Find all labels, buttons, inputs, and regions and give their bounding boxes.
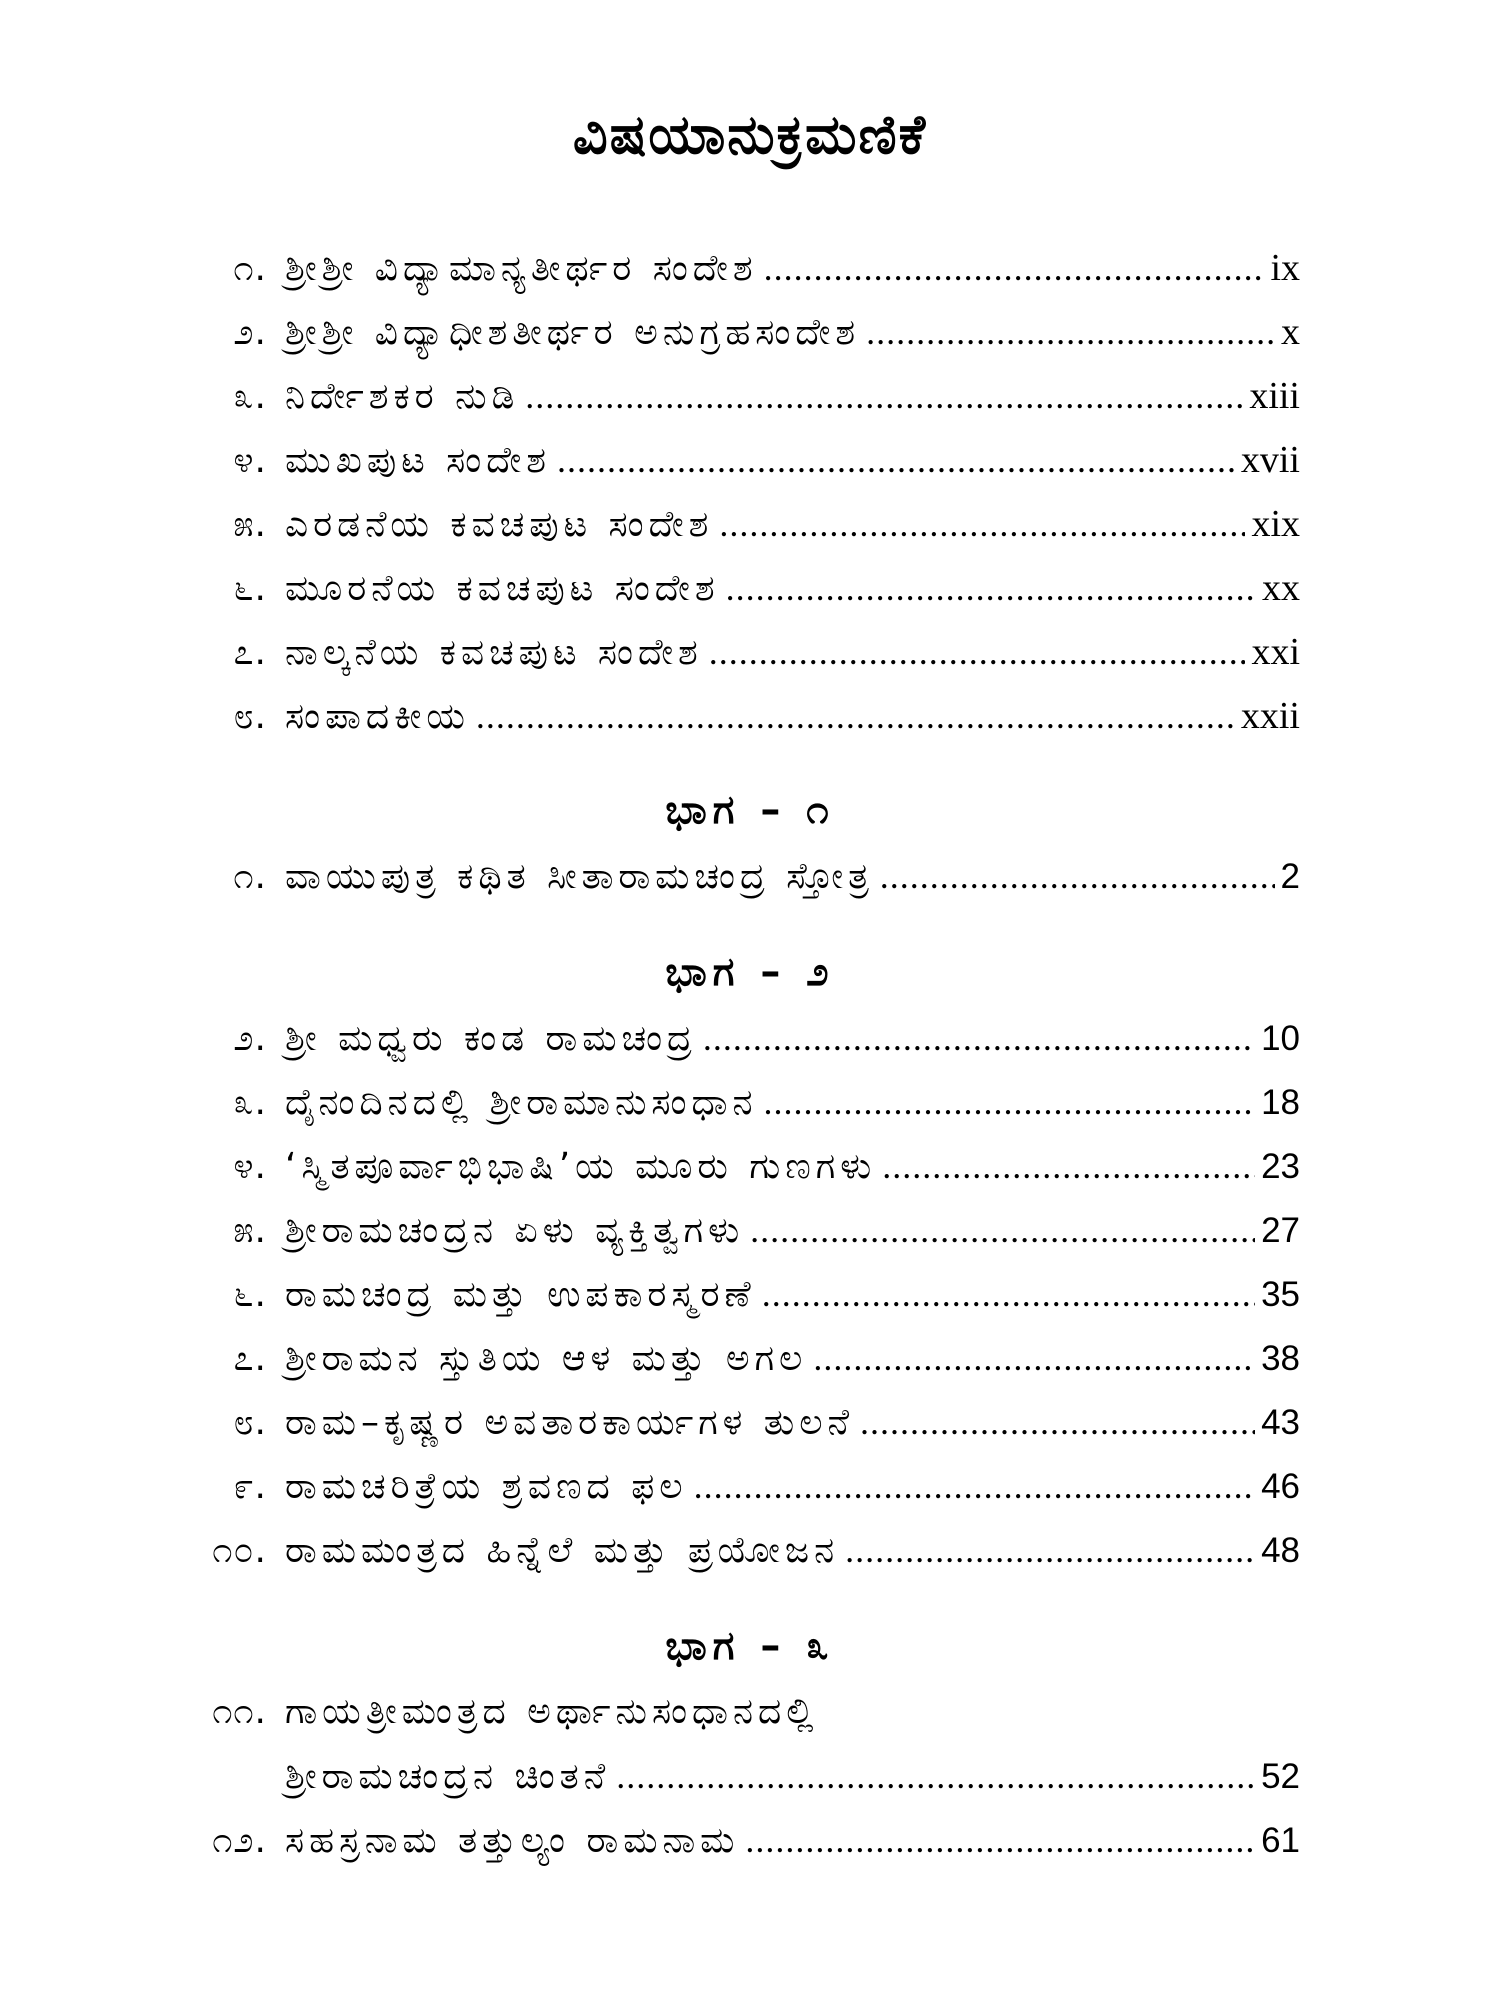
entry-number: ೮. bbox=[233, 1402, 267, 1443]
entry-page-number: xx bbox=[1262, 567, 1300, 609]
entry-page-number: 38 bbox=[1261, 1339, 1300, 1378]
entry-number: ೪. bbox=[233, 440, 267, 481]
toc-entry bbox=[180, 1522, 1300, 1578]
dot-leader bbox=[703, 1010, 1255, 1066]
dot-leader bbox=[694, 1458, 1255, 1514]
toc-entry bbox=[180, 240, 1300, 296]
toc-entry bbox=[180, 432, 1300, 488]
toc-entry bbox=[180, 1394, 1300, 1450]
entry-title: ಶ್ರೀರಾಮನ ಸ್ತುತಿಯ ಆಳ ಮತ್ತು ಅಗಲ bbox=[285, 1338, 808, 1379]
dot-leader bbox=[719, 496, 1245, 552]
entry-number: ೫. bbox=[233, 504, 267, 545]
entry-title: ಶ್ರೀರಾಮಚಂದ್ರನ ಏಳು ವ್ಯಕ್ತಿತ್ವಗಳು bbox=[285, 1210, 745, 1251]
toc-entry bbox=[180, 1812, 1300, 1868]
entry-page-number: 23 bbox=[1261, 1147, 1300, 1186]
entry-page-number: xvii bbox=[1240, 439, 1300, 481]
toc-entry bbox=[180, 1202, 1300, 1258]
entry-number: ೧೧. bbox=[212, 1691, 267, 1732]
entry-number: ೭. bbox=[233, 632, 267, 673]
toc-entry-continued bbox=[180, 1748, 1300, 1804]
entry-number: ೬. bbox=[233, 1274, 267, 1315]
dot-leader bbox=[880, 848, 1275, 904]
dot-leader bbox=[709, 624, 1246, 680]
entry-number: ೧೨. bbox=[212, 1820, 267, 1861]
dot-leader bbox=[813, 1330, 1255, 1386]
entry-page-number: xix bbox=[1251, 503, 1300, 545]
dot-leader bbox=[860, 1394, 1255, 1450]
toc-entry bbox=[180, 1266, 1300, 1322]
entry-title: ರಾಮಚಂದ್ರ ಮತ್ತು ಉಪಕಾರಸ್ಮರಣೆ bbox=[285, 1274, 756, 1315]
entry-page-number: 43 bbox=[1261, 1403, 1300, 1442]
toc-entry bbox=[180, 496, 1300, 552]
dot-leader bbox=[762, 1266, 1255, 1322]
entry-number: ೧. bbox=[233, 248, 267, 289]
entry-title: ರಾಮ–ಕೃಷ್ಣರ ಅವತಾರಕಾರ್ಯಗಳ ತುಲನೆ bbox=[285, 1402, 855, 1443]
part-3-heading: ಭಾಗ – ೩ bbox=[665, 1623, 835, 1669]
entry-number: ೩. bbox=[233, 1082, 267, 1123]
entry-page-number: xiii bbox=[1249, 375, 1300, 417]
entry-title: ಮುಖಪುಟ ಸಂದೇಶ bbox=[285, 440, 552, 481]
dot-leader bbox=[866, 304, 1275, 360]
entry-page-number: 27 bbox=[1261, 1211, 1300, 1250]
dot-leader bbox=[750, 1202, 1255, 1258]
dot-leader bbox=[763, 1074, 1255, 1130]
entry-page-number: xxii bbox=[1240, 695, 1300, 737]
dot-leader bbox=[764, 240, 1265, 296]
dot-leader bbox=[616, 1748, 1255, 1804]
toc-entry bbox=[180, 624, 1300, 680]
entry-number: ೪. bbox=[233, 1146, 267, 1187]
dot-leader bbox=[745, 1812, 1255, 1868]
dot-leader bbox=[476, 688, 1235, 744]
entry-title: ವಾಯುಪುತ್ರ ಕಥಿತ ಸೀತಾರಾಮಚಂದ್ರ ಸ್ತೋತ್ರ bbox=[285, 856, 874, 897]
entry-page-number: x bbox=[1281, 311, 1300, 353]
entry-number: ೧. bbox=[233, 856, 267, 897]
dot-leader bbox=[882, 1138, 1255, 1194]
toc-entry bbox=[180, 848, 1300, 904]
part-1-heading: ಭಾಗ – ೧ bbox=[665, 787, 835, 833]
toc-entry bbox=[180, 368, 1300, 424]
entry-title: ಎರಡನೆಯ ಕವಚಪುಟ ಸಂದೇಶ bbox=[285, 504, 714, 545]
entry-number: ೧೦. bbox=[212, 1530, 267, 1571]
dot-leader bbox=[557, 432, 1235, 488]
entry-page-number: 52 bbox=[1261, 1757, 1300, 1796]
toc-entry bbox=[180, 1458, 1300, 1514]
entry-number: ೬. bbox=[233, 568, 267, 609]
entry-page-number: 2 bbox=[1280, 857, 1300, 896]
toc-entry bbox=[180, 304, 1300, 360]
part-2-heading: ಭಾಗ – ೨ bbox=[665, 949, 835, 995]
entry-title: ‘ಸ್ಮಿತಪೂರ್ವಾಭಿಭಾಷಿ’ಯ ಮೂರು ಗುಣಗಳು bbox=[285, 1146, 877, 1187]
entry-title: ನಿರ್ದೇಶಕರ ನುಡಿ bbox=[285, 376, 520, 417]
dot-leader bbox=[845, 1522, 1255, 1578]
entry-number: ೮. bbox=[233, 696, 267, 737]
entry-page-number: 61 bbox=[1261, 1821, 1300, 1860]
toc-entry bbox=[180, 1010, 1300, 1066]
toc-entry bbox=[180, 1684, 1300, 1740]
toc-entry bbox=[180, 1074, 1300, 1130]
toc-entry bbox=[180, 560, 1300, 616]
entry-page-number: xxi bbox=[1251, 631, 1300, 673]
entry-title-line-1: ಗಾಯತ್ರೀಮಂತ್ರದ ಅರ್ಥಾನುಸಂಧಾನದಲ್ಲಿ bbox=[285, 1691, 819, 1732]
toc-entry bbox=[180, 1330, 1300, 1386]
entry-title: ನಾಲ್ಕನೆಯ ಕವಚಪುಟ ಸಂದೇಶ bbox=[285, 632, 703, 673]
dot-leader bbox=[525, 368, 1243, 424]
dot-leader bbox=[726, 560, 1256, 616]
entry-page-number: 46 bbox=[1261, 1467, 1300, 1506]
entry-number: ೯. bbox=[233, 1466, 267, 1507]
entry-title: ಶ್ರೀಶ್ರೀ ವಿದ್ಯಾಧೀಶತೀರ್ಥರ ಅನುಗ್ರಹಸಂದೇಶ bbox=[285, 312, 861, 353]
entry-number: ೭. bbox=[233, 1338, 267, 1379]
entry-title: ಶ್ರೀಶ್ರೀ ವಿದ್ಯಾಮಾನ್ಯತೀರ್ಥರ ಸಂದೇಶ bbox=[285, 248, 758, 289]
entry-title: ದೈನಂದಿನದಲ್ಲಿ ಶ್ರೀರಾಮಾನುಸಂಧಾನ bbox=[285, 1082, 758, 1123]
entry-number: ೨. bbox=[233, 1018, 267, 1059]
entry-page-number: ix bbox=[1270, 247, 1300, 289]
entry-title: ರಾಮಮಂತ್ರದ ಹಿನ್ನೆಲೆ ಮತ್ತು ಪ್ರಯೋಜನ bbox=[285, 1530, 840, 1571]
toc-entry bbox=[180, 688, 1300, 744]
entry-number: ೩. bbox=[233, 376, 267, 417]
entry-page-number: 48 bbox=[1261, 1531, 1300, 1570]
entry-title-line-2: ಶ್ರೀರಾಮಚಂದ್ರನ ಚಿಂತನೆ bbox=[285, 1756, 611, 1797]
entry-page-number: 10 bbox=[1261, 1019, 1300, 1058]
entry-title: ಸಹಸ್ರನಾಮ ತತ್ತುಲ್ಯಂ ರಾಮನಾಮ bbox=[285, 1820, 740, 1861]
entry-title: ಮೂರನೆಯ ಕವಚಪುಟ ಸಂದೇಶ bbox=[285, 568, 720, 609]
entry-title: ಶ್ರೀ ಮಧ್ವರು ಕಂಡ ರಾಮಚಂದ್ರ bbox=[285, 1018, 697, 1059]
toc-entry bbox=[180, 1138, 1300, 1194]
page-title: ವಿಷಯಾನುಕ್ರಮಣಿಕೆ bbox=[572, 103, 928, 166]
entry-number: ೨. bbox=[233, 312, 267, 353]
entry-page-number: 35 bbox=[1261, 1275, 1300, 1314]
entry-page-number: 18 bbox=[1261, 1083, 1300, 1122]
entry-title: ಸಂಪಾದಕೀಯ bbox=[285, 696, 470, 737]
entry-number: ೫. bbox=[233, 1210, 267, 1251]
entry-title: ರಾಮಚರಿತ್ರೆಯ ಶ್ರವಣದ ಫಲ bbox=[285, 1466, 688, 1507]
